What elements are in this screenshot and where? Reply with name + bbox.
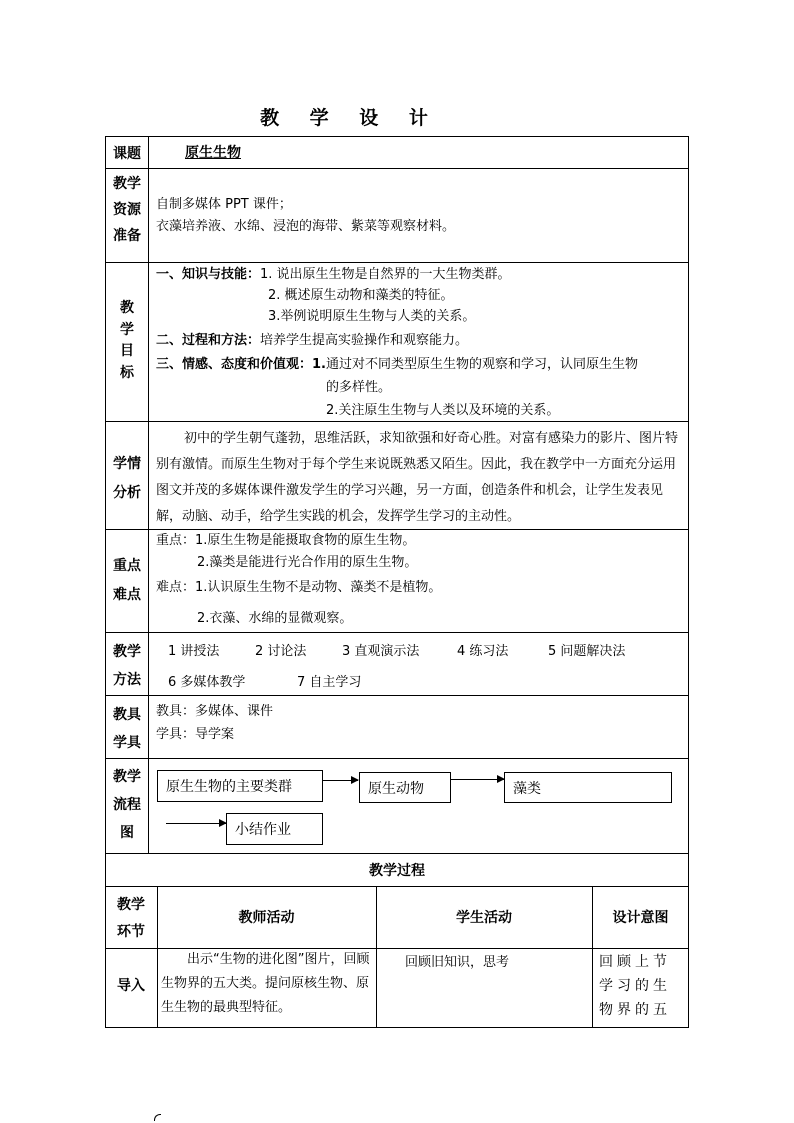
process-stage-intro: 导入 xyxy=(117,978,145,994)
process-col-stage: 教学 环节 xyxy=(117,897,145,940)
process-col-teacher: 教师活动 xyxy=(238,910,295,926)
goal-knowledge-2: 2. 概述原生动物和藻类的特征。 xyxy=(268,288,454,303)
process-intent-intro: 回顾上节学习的生物界的五 xyxy=(599,954,671,1018)
keypoints-label: 重点 难点 xyxy=(113,558,141,604)
analysis-text: 初中的学生朝气蓬勃，思维活跃，求知欲强和好奇心胜。对富有感染力的影片、图片特别有激情。而原生生物对于每个学生来说既熟悉又陌生。因此，我在教学中一方面充分运用图文并茂的多媒体课件激发学生的学习兴趣，另一方面，创造条件和机会，让学生发表见解，动脑、动手，给学生实践的机会，发挥学生学习的主动性。 xyxy=(156,431,679,524)
goal-emotion-2: 2.关注原生生物与人类以及环境的关系。 xyxy=(326,403,560,418)
process-student-intro: 回顾旧知识，思考 xyxy=(405,955,510,970)
flow-box-summary: 小结作业 xyxy=(226,813,323,845)
tools-student: 学具：导学案 xyxy=(156,727,235,742)
page-title: 教 学 设 计 xyxy=(260,107,440,129)
method-item: 3 直观演示法 xyxy=(342,644,420,659)
method-item: 2 讨论法 xyxy=(255,644,307,659)
difficulty-1: 难点：1.认识原生生物不是动物、藻类不是植物。 xyxy=(156,580,442,595)
methods-label: 教学 方法 xyxy=(113,644,141,688)
tools-teacher: 教具：多媒体、课件 xyxy=(156,704,274,719)
goal-process: 二、过程和方法：培养学生提高实验操作和观察能力。 xyxy=(156,333,469,348)
goal-emotion: 三、情感、态度和价值观：1.通过对不同类型原生生物的观察和学习，认同原生生物 xyxy=(156,357,639,372)
goals-label: 教 学 目 标 xyxy=(120,300,134,382)
process-teacher-intro: 出示“生物的进化图”图片，回顾生物界的五大类。提问原核生物、原生生物的最典型特征。 xyxy=(161,952,370,1015)
flow-box-protozoa: 原生动物 xyxy=(359,772,451,803)
resources-line-2: 衣藻培养液、水绵、浸泡的海带、紫菜等观察材料。 xyxy=(156,219,456,234)
topic-label: 课题 xyxy=(113,146,141,162)
flow-box-algae: 藻类 xyxy=(504,772,672,803)
process-col-intent: 设计意图 xyxy=(612,910,669,926)
keypoint-1: 重点：1.原生生物是能摄取食物的原生生物。 xyxy=(156,533,416,548)
keypoint-2: 2.藻类是能进行光合作用的原生生物。 xyxy=(197,555,418,570)
flow-arrow xyxy=(451,779,504,780)
method-item: 5 问题解决法 xyxy=(548,644,626,659)
method-item: 4 练习法 xyxy=(457,644,509,659)
flow-arrow xyxy=(166,823,226,824)
topic-value: 原生生物 xyxy=(185,145,241,161)
goal-emotion-cont: 的多样性。 xyxy=(326,380,392,395)
analysis-label: 学情 分析 xyxy=(113,456,141,502)
difficulty-2: 2.衣藻、水绵的显微观察。 xyxy=(197,611,353,626)
flow-label: 教学 流程 图 xyxy=(113,769,141,841)
goal-knowledge: 一、知识与技能：1. 说出原生生物是自然界的一大生物类群。 xyxy=(156,267,511,282)
scan-mark xyxy=(154,1114,161,1121)
tools-label: 教具 学具 xyxy=(113,707,141,751)
resources-line-1: 自制多媒体 PPT 课件； xyxy=(156,197,292,212)
method-item: 1 讲授法 xyxy=(168,644,220,659)
resources-label: 教学 资源 准备 xyxy=(113,176,141,244)
method-item: 7 自主学习 xyxy=(297,675,362,690)
method-item: 6 多媒体教学 xyxy=(168,675,246,690)
flow-box-groups: 原生生物的主要类群 xyxy=(157,770,323,802)
flow-arrow xyxy=(323,780,358,781)
goal-knowledge-3: 3.举例说明原生生物与人类的关系。 xyxy=(268,309,476,324)
process-col-student: 学生活动 xyxy=(456,910,512,926)
process-heading: 教学过程 xyxy=(369,863,425,879)
